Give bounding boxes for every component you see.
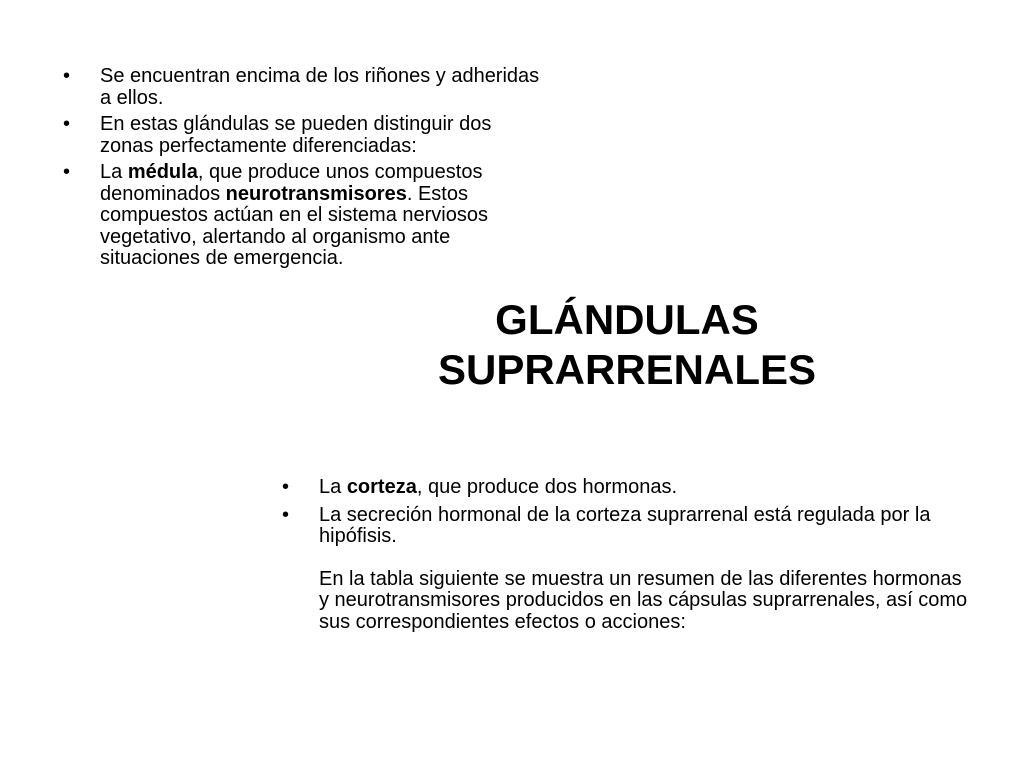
bottom-bullet-list	[279, 477, 969, 639]
slide-title	[400, 295, 854, 395]
title-line-1: GLÁNDULAS	[495, 296, 759, 343]
bullet-text: En estas glándulas se pueden distinguir dos zonas perfectamente diferenciadas:	[100, 113, 492, 157]
bullet-text	[319, 476, 677, 498]
text-segment: , que produce unos compuestos denominados	[100, 161, 483, 205]
text-segment: La	[319, 476, 347, 498]
bullet-dot: •	[63, 65, 71, 87]
top-bullet-list	[60, 66, 550, 275]
bullet-dot: •	[282, 476, 290, 498]
title-line-2: SUPRARRENALES	[437, 346, 817, 393]
bold-term-medula: médula	[127, 161, 198, 183]
text-segment: , que produce dos hormonas.	[416, 476, 678, 498]
bullet-dot: •	[63, 161, 71, 183]
bullet-dot: •	[282, 503, 290, 526]
bullet-item-secrecion	[279, 505, 969, 634]
text-segment: La	[100, 161, 128, 183]
bullet-dot: •	[63, 113, 71, 135]
bold-term-corteza: corteza	[346, 476, 417, 498]
table-intro-paragraph: En la tabla siguiente se muestra un resumen de las diferentes hormonas y neurotransmisores producidos en las cápsulas suprarrenales, así como sus correspondientes efectos o acciones:	[319, 567, 968, 633]
bold-term-neurotransmisores: neurotransmisores	[225, 182, 407, 205]
bullet-item-location	[60, 66, 550, 109]
bullet-item-corteza	[279, 477, 969, 499]
bullet-item-zones	[60, 114, 550, 157]
bullet-text: Se encuentran encima de los riñones y adheridas a ellos.	[100, 65, 540, 109]
text-segment: . Estos compuestos actúan en el sistema nerviosos vegetativo, alertando al organismo ante situaciones de emergencia.	[100, 182, 488, 269]
bullet-item-medula	[60, 162, 550, 270]
bullet-text	[100, 161, 488, 269]
bullet-text: La secreción hormonal de la corteza suprarrenal está regulada por la hipófisis.	[319, 503, 931, 547]
